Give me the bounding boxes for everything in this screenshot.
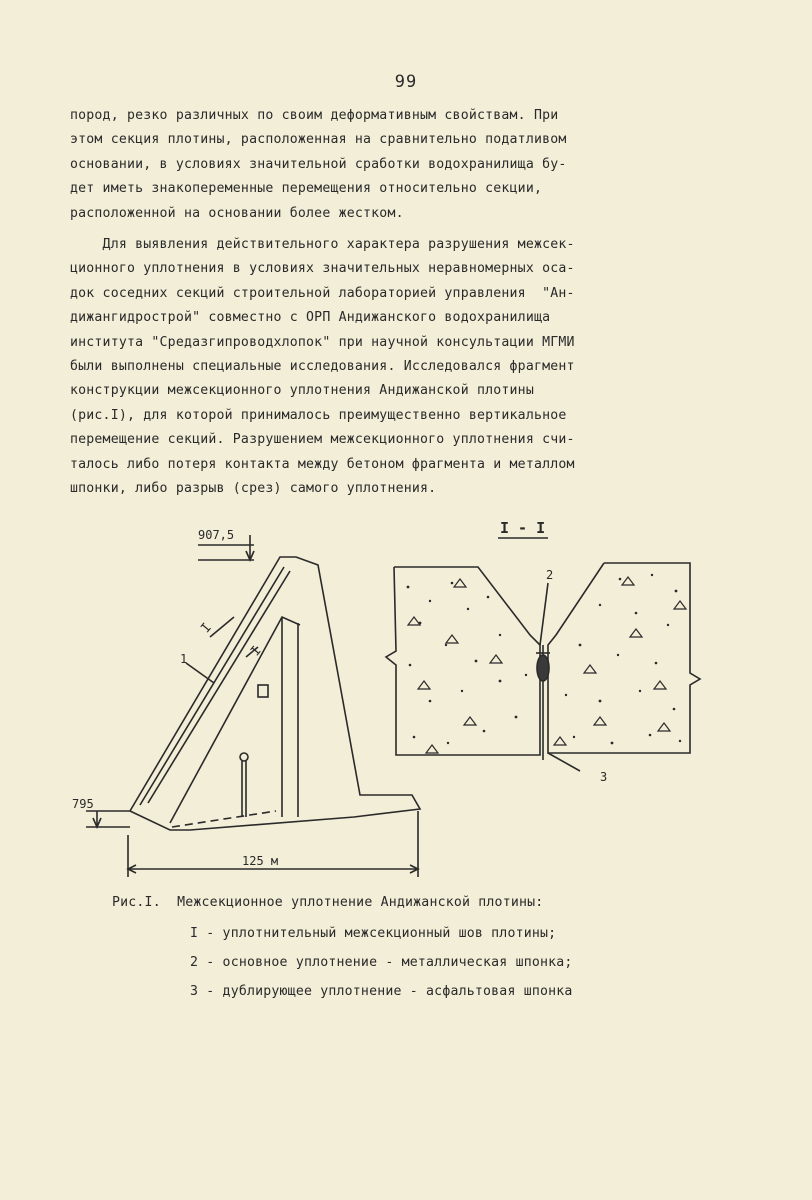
text-line: дет иметь знакопеременные перемещения относительно секции, — [70, 181, 543, 197]
dam-width-label: 125 м — [242, 854, 279, 868]
dam-section-drawing — [86, 535, 420, 877]
legend-item: I - уплотнительный межсекционный шов плотины; — [190, 926, 557, 941]
callout-2-label: 2 — [546, 568, 554, 582]
text-line: пород, резко различных по своим деформативным свойствам. При — [70, 108, 559, 123]
paragraph-1 — [70, 104, 710, 226]
text-line: этом секция плотины, расположенная на сравнительно податливом — [70, 132, 567, 148]
elevation-top-label: 907,5 — [198, 528, 235, 542]
text-line: были выполнены специальные исследования. Исследовался фрагмент — [70, 359, 575, 375]
section-mark-label-2: I — [248, 643, 265, 660]
text-line: (рис.I), для которой принималось преимущественно вертикальное — [70, 407, 567, 423]
joint-section-drawing — [386, 563, 700, 771]
text-line: основании, в условиях значительной сработки водохранилища бу- — [70, 156, 567, 172]
section-title: I - I — [500, 519, 546, 537]
text-line: талось либо потеря контакта между бетоном фрагмента и металлом — [70, 456, 575, 472]
text-line: расположенной на основании более жестком. — [70, 205, 404, 221]
caption-legend — [190, 919, 573, 1006]
legend-item: 3 - дублирующее уплотнение - асфальтовая шпонка — [190, 984, 573, 999]
text-line: Для выявления действительного характера разрушения межсек- — [70, 237, 575, 252]
text-line: ционного уплотнения в условиях значительных неравномерных оса- — [70, 261, 575, 277]
text-line: док соседних секций строительной лабораторией управления "Ан- — [70, 285, 575, 301]
section-mark-label: I — [198, 620, 215, 637]
paragraph-2 — [70, 233, 710, 501]
elevation-bottom-label: 795 — [72, 797, 94, 811]
page-number: 99 — [394, 72, 418, 92]
text-line: конструкции межсекционного уплотнения Андижанской плотины — [70, 383, 534, 399]
legend-item: 2 - основное уплотнение - металлическая шпонка; — [190, 955, 573, 970]
text-line: дижангидрострой" совместно с ОРП Андижанского водохранилища — [70, 310, 551, 326]
caption-title: Рис.I. Межсекционное уплотнение Андижанской плотины: — [112, 895, 544, 910]
callout-3-label: 3 — [600, 770, 608, 784]
text-line: института "Средазгипроводхлопок" при научной консультации МГМИ — [70, 334, 575, 350]
figure-dam-seal — [0, 505, 812, 885]
text-line: шпонки, либо разрыв (срез) самого уплотнения. — [70, 481, 437, 497]
figure-caption — [112, 888, 573, 1006]
text-line: перемещение секций. Разрушением межсекционного уплотнения счи- — [70, 432, 575, 448]
callout-1-label: 1 — [180, 652, 188, 666]
